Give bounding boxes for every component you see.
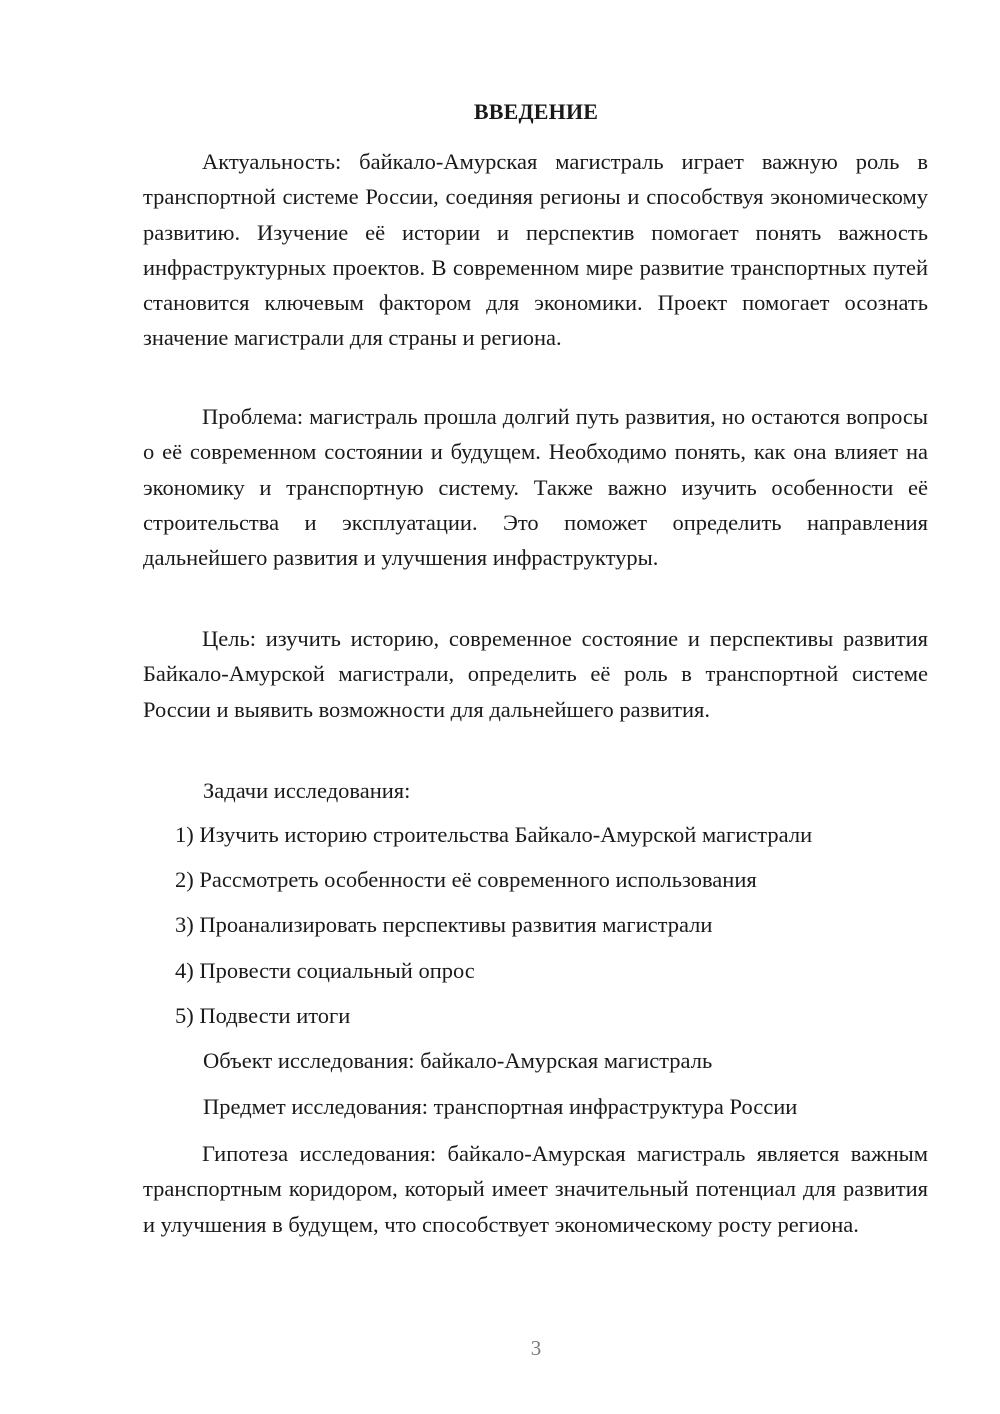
paragraph-goal: Цель: изучить историю, современное состояние и перспективы развития Байкало-Амурской магистрали, определить её роль в транспортной системе России и выявить возможности для дальнейшего развития.	[143, 626, 928, 722]
tasks-heading: Задачи исследования:	[203, 778, 411, 803]
section-title: ВВЕДЕНИЕ	[473, 99, 599, 124]
paragraph-relevance: Актуальность: байкало-Амурская магистраль играет важную роль в транспортной системе России, соединяя регионы и способствуя экономическому развитию. Изучение её истории и перспектив помогает понять важность инфраструктурных проектов. В современном мире развитие транспортных путей становится ключевым фактором для экономики. Проект помогает осознать значение магистрали для страны и региона.	[143, 149, 928, 351]
task-item-3: 3) Проанализировать перспективы развития магистрали	[175, 912, 713, 937]
page-number: 3	[530, 1336, 542, 1360]
task-item-5: 5) Подвести итоги	[175, 1003, 351, 1028]
research-subject: Предмет исследования: транспортная инфраструктура России	[203, 1094, 798, 1119]
task-item-1: 1) Изучить историю строительства Байкало-Амурской магистрали	[175, 822, 813, 847]
task-item-2: 2) Рассмотреть особенности её современного использования	[175, 867, 757, 892]
research-object: Объект исследования: байкало-Амурская магистраль	[203, 1048, 713, 1073]
paragraph-hypothesis: Гипотеза исследования: байкало-Амурская магистраль является важным транспортным коридором, который имеет значительный потенциал для развития и улучшения в будущем, что способствует экономическому росту региона.	[143, 1141, 928, 1237]
task-item-4: 4) Провести социальный опрос	[175, 958, 475, 983]
paragraph-problem: Проблема: магистраль прошла долгий путь развития, но остаются вопросы о её современном состоянии и будущем. Необходимо понять, как она влияет на экономику и транспортную систему. Также важно изучить особенности её строительства и эксплуатации. Это поможет определить направления дальнейшего развития и улучшения инфраструктуры.	[143, 404, 928, 571]
